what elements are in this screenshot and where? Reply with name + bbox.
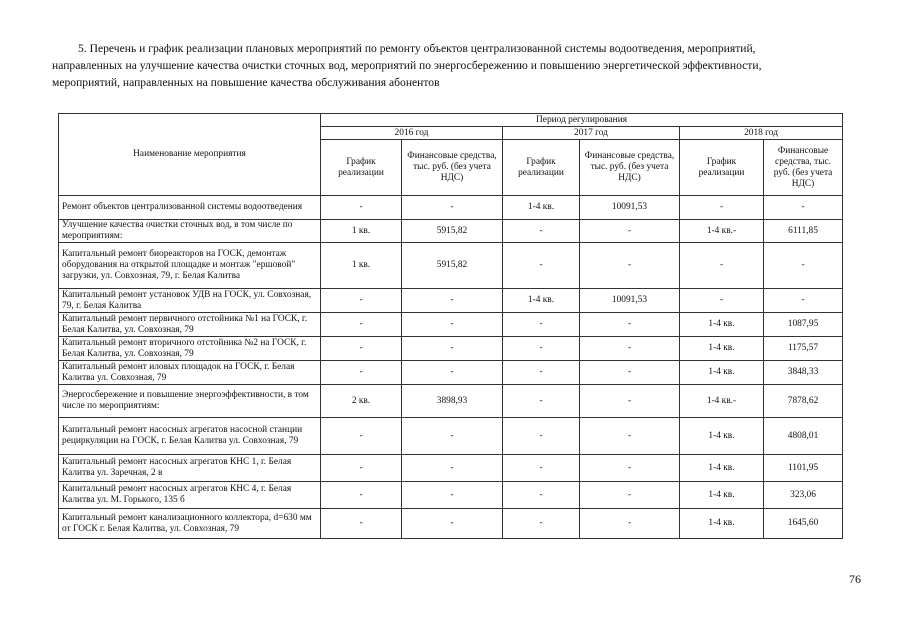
finance-2016-cell: -: [402, 418, 503, 455]
activity-name-cell: Капитальный ремонт вторичного отстойника №2 на ГОСК, г. Белая Калитва, ул. Совхозная, 79: [59, 337, 321, 361]
finance-2017-cell: -: [580, 337, 680, 361]
finance-2017-cell: -: [580, 243, 680, 289]
schedule-2016-cell: -: [321, 418, 402, 455]
finance-2018-cell: 3848,33: [764, 361, 843, 385]
schedule-2018-cell: 1-4 кв.: [680, 455, 764, 482]
page-number: 76: [849, 572, 861, 586]
table-row: [59, 337, 843, 361]
finance-2018-cell: 1087,95: [764, 313, 843, 337]
finance-2018-cell: -: [764, 243, 843, 289]
finance-2016-cell: -: [402, 289, 503, 313]
finance-2016-cell: 5915,82: [402, 220, 503, 243]
schedule-2018-cell: -: [680, 289, 764, 313]
schedule-2017-cell: 1-4 кв.: [503, 196, 580, 220]
schedule-2018-cell: 1-4 кв.: [680, 337, 764, 361]
finance-2017-cell: -: [580, 361, 680, 385]
heading-line-2: направленных на улучшение качества очистки сточных вод, мероприятий по энергосбережению и повышению энергетической эффективности,: [52, 59, 762, 72]
activity-name-cell: Капитальный ремонт первичного отстойника №1 на ГОСК, г. Белая Калитва, ул. Совхозная, 79: [59, 313, 321, 337]
activity-name-cell: Капитальный ремонт биореакторов на ГОСК, демонтаж оборудования на открытой площадке и монтаж "ершовой" загрузки, ул. Совхозная, 79, г. Белая Калитва: [59, 243, 321, 289]
table-row: [59, 482, 843, 509]
activity-name-cell: Ремонт объектов централизованной системы водоотведения: [59, 196, 321, 220]
finance-2016-cell: -: [402, 313, 503, 337]
schedule-2016-cell: 1 кв.: [321, 243, 402, 289]
finance-2016-cell: -: [402, 455, 503, 482]
finance-header-2018: Финансовые средства, тыс. руб. (без учета НДС): [764, 140, 843, 196]
finance-2017-cell: -: [580, 385, 680, 418]
finance-header-2017: Финансовые средства, тыс. руб. (без учета НДС): [580, 140, 680, 196]
table-row: [59, 509, 843, 539]
finance-2017-cell: 10091,53: [580, 289, 680, 313]
activity-name-cell: Капитальный ремонт канализационного коллектора, d=630 мм от ГОСК г. Белая Калитва, ул. Совхозная, 79: [59, 509, 321, 539]
schedule-2017-cell: -: [503, 337, 580, 361]
table-row: [59, 385, 843, 418]
schedule-2016-cell: -: [321, 509, 402, 539]
schedule-2018-cell: 1-4 кв.: [680, 418, 764, 455]
schedule-2018-cell: 1-4 кв.-: [680, 385, 764, 418]
period-header: Период регулирования: [321, 114, 843, 127]
plan-table-body: [59, 196, 843, 539]
schedule-2017-cell: 1-4 кв.: [503, 289, 580, 313]
section-heading: [52, 40, 860, 91]
schedule-2018-cell: 1-4 кв.: [680, 482, 764, 509]
schedule-2017-cell: -: [503, 361, 580, 385]
finance-2016-cell: -: [402, 196, 503, 220]
schedule-2016-cell: -: [321, 196, 402, 220]
schedule-2018-cell: 1-4 кв.: [680, 509, 764, 539]
finance-2016-cell: -: [402, 337, 503, 361]
table-row: [59, 455, 843, 482]
plan-table: [58, 113, 843, 539]
table-row: [59, 243, 843, 289]
activity-name-header: Наименование мероприятия: [59, 114, 321, 196]
finance-2017-cell: -: [580, 313, 680, 337]
finance-2017-cell: -: [580, 220, 680, 243]
schedule-2018-cell: -: [680, 243, 764, 289]
finance-header-2016: Финансовые средства, тыс. руб. (без учета НДС): [402, 140, 503, 196]
finance-2018-cell: -: [764, 196, 843, 220]
schedule-2016-cell: -: [321, 455, 402, 482]
finance-2018-cell: 1645,60: [764, 509, 843, 539]
schedule-header-2016: График реализации: [321, 140, 402, 196]
finance-2018-cell: 6111,85: [764, 220, 843, 243]
activity-name-cell: Капитальный ремонт насосных агрегатов КНС 1, г. Белая Калитва ул. Заречная, 2 в: [59, 455, 321, 482]
year-2018-header: 2018 год: [680, 127, 843, 140]
activity-name-cell: Улучшение качества очистки сточных вод, в том числе по мероприятиям:: [59, 220, 321, 243]
schedule-2017-cell: -: [503, 220, 580, 243]
activity-name-cell: Энергосбережение и повышение энергоэффективности, в том числе по мероприятиям:: [59, 385, 321, 418]
schedule-2016-cell: -: [321, 337, 402, 361]
schedule-2017-cell: -: [503, 385, 580, 418]
table-row: [59, 220, 843, 243]
finance-2018-cell: 1101,95: [764, 455, 843, 482]
finance-2017-cell: -: [580, 418, 680, 455]
finance-2017-cell: -: [580, 455, 680, 482]
finance-2018-cell: -: [764, 289, 843, 313]
activity-name-cell: Капитальный ремонт установок УДВ на ГОСК, ул. Совхозная, 79, г. Белая Калитва: [59, 289, 321, 313]
schedule-header-2018: График реализации: [680, 140, 764, 196]
activity-name-cell: Капитальный ремонт иловых площадок на ГОСК, г. Белая Калитва ул. Совхозная, 79: [59, 361, 321, 385]
schedule-2018-cell: 1-4 кв.-: [680, 220, 764, 243]
finance-2016-cell: -: [402, 482, 503, 509]
year-2017-header: 2017 год: [503, 127, 680, 140]
table-row: [59, 313, 843, 337]
finance-2016-cell: 3898,93: [402, 385, 503, 418]
table-row: [59, 361, 843, 385]
schedule-2016-cell: -: [321, 313, 402, 337]
finance-2018-cell: 7878,62: [764, 385, 843, 418]
schedule-2017-cell: -: [503, 313, 580, 337]
finance-2016-cell: 5915,82: [402, 243, 503, 289]
schedule-2016-cell: 2 кв.: [321, 385, 402, 418]
schedule-2017-cell: -: [503, 243, 580, 289]
finance-2016-cell: -: [402, 361, 503, 385]
schedule-2018-cell: 1-4 кв.: [680, 361, 764, 385]
schedule-2016-cell: -: [321, 361, 402, 385]
finance-2018-cell: 323,06: [764, 482, 843, 509]
finance-2018-cell: 4808,01: [764, 418, 843, 455]
finance-2018-cell: 1175,57: [764, 337, 843, 361]
schedule-header-2017: График реализации: [503, 140, 580, 196]
schedule-2017-cell: -: [503, 418, 580, 455]
schedule-2017-cell: -: [503, 455, 580, 482]
schedule-2017-cell: -: [503, 482, 580, 509]
finance-2017-cell: -: [580, 509, 680, 539]
activity-name-cell: Капитальный ремонт насосных агрегатов КНС 4, г. Белая Калитва ул. М. Горького, 135 б: [59, 482, 321, 509]
schedule-2016-cell: 1 кв.: [321, 220, 402, 243]
schedule-2017-cell: -: [503, 509, 580, 539]
table-row: [59, 418, 843, 455]
schedule-2018-cell: 1-4 кв.: [680, 313, 764, 337]
table-row: [59, 196, 843, 220]
activity-name-cell: Капитальный ремонт насосных агрегатов насосной станции рециркуляции на ГОСК, г. Белая Калитва ул. Совхозная, 79: [59, 418, 321, 455]
finance-2016-cell: -: [402, 509, 503, 539]
schedule-2016-cell: -: [321, 482, 402, 509]
heading-line-3: мероприятий, направленных на повышение качества обслуживания абонентов: [52, 76, 440, 89]
finance-2017-cell: 10091,53: [580, 196, 680, 220]
finance-2017-cell: -: [580, 482, 680, 509]
table-row: [59, 289, 843, 313]
heading-line-1: 5. Перечень и график реализации плановых мероприятий по ремонту объектов централизованной системы водоотведения, мероприятий,: [78, 42, 756, 55]
year-2016-header: 2016 год: [321, 127, 503, 140]
schedule-2018-cell: -: [680, 196, 764, 220]
schedule-2016-cell: -: [321, 289, 402, 313]
